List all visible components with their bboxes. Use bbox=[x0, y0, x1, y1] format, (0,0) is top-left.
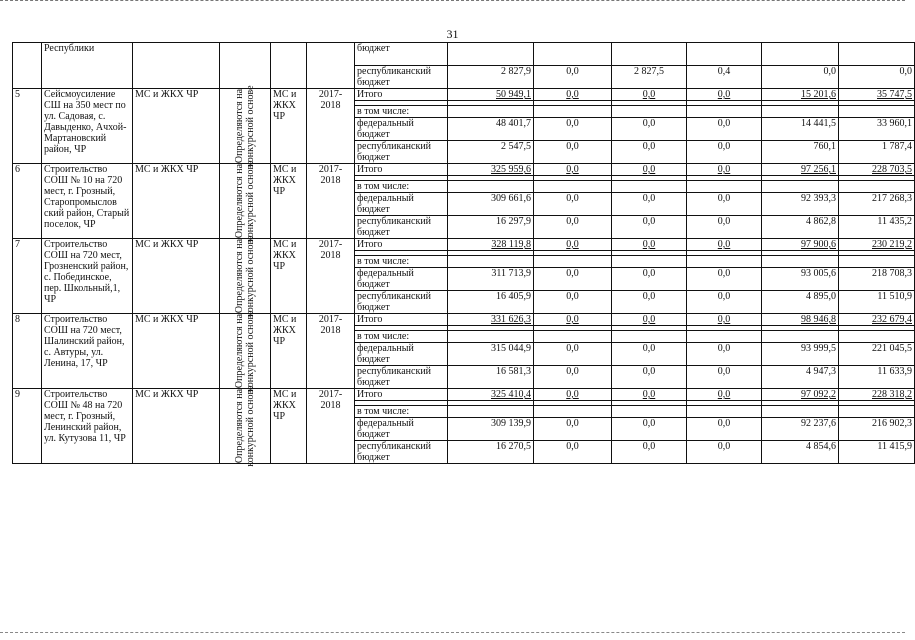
empty-cell bbox=[839, 331, 915, 343]
itogo-value-2: 0,0 bbox=[534, 89, 612, 101]
empty-cell bbox=[612, 256, 687, 268]
including-label: в том числе: bbox=[355, 406, 448, 418]
federal-value-6: 216 902,3 bbox=[839, 418, 915, 441]
republic-value-1: 16 297,9 bbox=[448, 216, 534, 239]
itogo-value-6: 228 703,5 bbox=[839, 164, 915, 176]
itogo-value-3: 0,0 bbox=[612, 164, 687, 176]
itogo-value-2: 0,0 bbox=[534, 239, 612, 251]
republic-value-6: 11 633,9 bbox=[839, 366, 915, 389]
empty-cell bbox=[687, 256, 762, 268]
federal-value-3: 0,0 bbox=[612, 193, 687, 216]
republic-value-5: 4 895,0 bbox=[762, 291, 839, 314]
budget-value-3 bbox=[612, 43, 687, 66]
row-number-cell: 6 bbox=[13, 164, 42, 239]
republic-value-6: 1 787,4 bbox=[839, 141, 915, 164]
republic-label: республиканский бюджет bbox=[355, 141, 448, 164]
table-row bbox=[13, 43, 915, 66]
empty-cell bbox=[448, 106, 534, 118]
federal-value-4: 0,0 bbox=[687, 268, 762, 291]
empty-cell bbox=[612, 331, 687, 343]
republic-value-6: 11 435,2 bbox=[839, 216, 915, 239]
republic-value-1: 2 827,9 bbox=[448, 66, 534, 89]
republic-value-2: 0,0 bbox=[534, 141, 612, 164]
empty-cell bbox=[307, 43, 355, 89]
empty-cell bbox=[839, 256, 915, 268]
federal-value-5: 14 441,5 bbox=[762, 118, 839, 141]
republic-value-5: 760,1 bbox=[762, 141, 839, 164]
republic-value-2: 0,0 bbox=[534, 66, 612, 89]
itogo-value-4: 0,0 bbox=[687, 164, 762, 176]
period-cell: 2017-2018 bbox=[307, 89, 355, 164]
federal-value-1: 309 139,9 bbox=[448, 418, 534, 441]
itogo-label: Итого bbox=[355, 164, 448, 176]
object-name-cell: Строительство СОШ на 720 мест, Грозненский район, с. Побединское, пер. Школьный,1, ЧР bbox=[42, 239, 133, 314]
federal-value-5: 93 999,5 bbox=[762, 343, 839, 366]
empty-cell bbox=[448, 256, 534, 268]
empty-cell bbox=[271, 43, 307, 89]
republic-value-3: 0,0 bbox=[612, 366, 687, 389]
empty-cell bbox=[534, 256, 612, 268]
table-row bbox=[13, 164, 915, 176]
empty-cell bbox=[762, 106, 839, 118]
itogo-value-2: 0,0 bbox=[534, 164, 612, 176]
federal-value-1: 315 044,9 bbox=[448, 343, 534, 366]
itogo-value-5: 15 201,6 bbox=[762, 89, 839, 101]
empty-cell bbox=[839, 106, 915, 118]
table-row bbox=[13, 239, 915, 251]
period-cell: 2017-2018 bbox=[307, 389, 355, 464]
republic-value-3: 0,0 bbox=[612, 216, 687, 239]
federal-value-1: 311 713,9 bbox=[448, 268, 534, 291]
budget-table bbox=[12, 42, 915, 467]
period-cell: 2017-2018 bbox=[307, 239, 355, 314]
itogo-value-3: 0,0 bbox=[612, 314, 687, 326]
itogo-value-1: 50 949,1 bbox=[448, 89, 534, 101]
contractor-cell bbox=[220, 385, 271, 467]
republic-value-5: 4 862,8 bbox=[762, 216, 839, 239]
empty-cell bbox=[612, 106, 687, 118]
itogo-value-3: 0,0 bbox=[612, 89, 687, 101]
customer-cell: МС и ЖКХ ЧР bbox=[133, 89, 220, 164]
itogo-label: Итого bbox=[355, 89, 448, 101]
row-number-cell: 8 bbox=[13, 314, 42, 389]
itogo-label: Итого bbox=[355, 314, 448, 326]
budget-value-2 bbox=[534, 43, 612, 66]
period-cell: 2017-2018 bbox=[307, 164, 355, 239]
itogo-value-4: 0,0 bbox=[687, 239, 762, 251]
itogo-value-5: 98 946,8 bbox=[762, 314, 839, 326]
federal-value-2: 0,0 bbox=[534, 193, 612, 216]
contractor-cell bbox=[220, 235, 271, 317]
republic-value-3: 0,0 bbox=[612, 141, 687, 164]
object-name-cell: Республики bbox=[42, 43, 133, 89]
republic-label: республиканский бюджет bbox=[355, 216, 448, 239]
customer-cell: МС и ЖКХ ЧР bbox=[133, 164, 220, 239]
period-cell: 2017-2018 bbox=[307, 314, 355, 389]
empty-cell bbox=[839, 406, 915, 418]
including-label: в том числе: bbox=[355, 331, 448, 343]
recipient-cell: МС и ЖКХ ЧР bbox=[271, 239, 307, 314]
table-row bbox=[13, 89, 915, 101]
object-name-cell: Сейсмоусиление СШ на 350 мест по ул. Садовая, с. Давыденко, Ачхой-Мартановский район, ЧР bbox=[42, 89, 133, 164]
empty-cell bbox=[687, 406, 762, 418]
empty-cell bbox=[762, 181, 839, 193]
budget-value-4 bbox=[687, 43, 762, 66]
republic-value-4: 0,0 bbox=[687, 441, 762, 464]
republic-value-1: 16 405,9 bbox=[448, 291, 534, 314]
republic-value-5: 4 947,3 bbox=[762, 366, 839, 389]
federal-value-2: 0,0 bbox=[534, 418, 612, 441]
federal-value-2: 0,0 bbox=[534, 343, 612, 366]
including-label: в том числе: bbox=[355, 106, 448, 118]
empty-cell bbox=[220, 43, 271, 89]
contractor-text: Определяются на конкурсной основе bbox=[234, 235, 256, 317]
republic-value-5: 4 854,6 bbox=[762, 441, 839, 464]
source-label: бюджет bbox=[355, 43, 448, 66]
republic-value-2: 0,0 bbox=[534, 291, 612, 314]
republic-value-4: 0,0 bbox=[687, 216, 762, 239]
empty-cell bbox=[448, 181, 534, 193]
republic-label: республиканский бюджет bbox=[355, 291, 448, 314]
empty-cell bbox=[612, 406, 687, 418]
scan-edge-bottom bbox=[0, 632, 905, 636]
federal-value-3: 0,0 bbox=[612, 118, 687, 141]
recipient-cell: МС и ЖКХ ЧР bbox=[271, 314, 307, 389]
federal-value-6: 33 960,1 bbox=[839, 118, 915, 141]
itogo-value-6: 230 219,2 bbox=[839, 239, 915, 251]
republic-value-4: 0,0 bbox=[687, 366, 762, 389]
itogo-label: Итого bbox=[355, 389, 448, 401]
contractor-cell bbox=[220, 310, 271, 392]
republic-value-4: 0,4 bbox=[687, 66, 762, 89]
federal-value-1: 309 661,6 bbox=[448, 193, 534, 216]
federal-value-5: 92 237,6 bbox=[762, 418, 839, 441]
empty-cell bbox=[612, 181, 687, 193]
federal-value-5: 93 005,6 bbox=[762, 268, 839, 291]
federal-value-4: 0,0 bbox=[687, 118, 762, 141]
row-number-cell: 9 bbox=[13, 389, 42, 464]
customer-cell: МС и ЖКХ ЧР bbox=[133, 389, 220, 464]
republic-value-1: 2 547,5 bbox=[448, 141, 534, 164]
republic-value-6: 11 415,9 bbox=[839, 441, 915, 464]
empty-cell bbox=[762, 331, 839, 343]
customer-cell: МС и ЖКХ ЧР bbox=[133, 314, 220, 389]
itogo-value-4: 0,0 bbox=[687, 389, 762, 401]
empty-cell bbox=[534, 331, 612, 343]
recipient-cell: МС и ЖКХ ЧР bbox=[271, 389, 307, 464]
federal-value-3: 0,0 bbox=[612, 268, 687, 291]
itogo-value-5: 97 900,6 bbox=[762, 239, 839, 251]
empty-cell bbox=[687, 106, 762, 118]
empty-cell bbox=[687, 181, 762, 193]
object-name-cell: Строительство СОШ № 48 на 720 мест, г. Грозный, Ленинский район, ул. Кутузова 11, ЧР bbox=[42, 389, 133, 464]
federal-value-1: 48 401,7 bbox=[448, 118, 534, 141]
contractor-text: Определяются на конкурсной основе bbox=[234, 85, 256, 167]
itogo-value-1: 325 410,4 bbox=[448, 389, 534, 401]
including-label: в том числе: bbox=[355, 256, 448, 268]
row-number-cell: 5 bbox=[13, 89, 42, 164]
federal-label: федеральный бюджет bbox=[355, 268, 448, 291]
object-name-cell: Строительство СОШ № 10 на 720 мест, г. Грозный, Старопромыслов ский район, Старый поселок, ЧР bbox=[42, 164, 133, 239]
empty-cell bbox=[762, 406, 839, 418]
republic-value-5: 0,0 bbox=[762, 66, 839, 89]
itogo-value-3: 0,0 bbox=[612, 389, 687, 401]
recipient-cell: МС и ЖКХ ЧР bbox=[271, 89, 307, 164]
recipient-cell: МС и ЖКХ ЧР bbox=[271, 164, 307, 239]
budget-value-1 bbox=[448, 43, 534, 66]
itogo-value-3: 0,0 bbox=[612, 239, 687, 251]
object-name-cell: Строительство СОШ на 720 мест, Шалинский район, с. Автуры, ул. Ленина, 17, ЧР bbox=[42, 314, 133, 389]
federal-value-5: 92 393,3 bbox=[762, 193, 839, 216]
federal-value-3: 0,0 bbox=[612, 418, 687, 441]
federal-value-4: 0,0 bbox=[687, 418, 762, 441]
itogo-value-6: 228 318,2 bbox=[839, 389, 915, 401]
federal-value-2: 0,0 bbox=[534, 268, 612, 291]
republic-value-6: 0,0 bbox=[839, 66, 915, 89]
itogo-value-4: 0,0 bbox=[687, 89, 762, 101]
empty-cell bbox=[448, 406, 534, 418]
row-number-cell: 7 bbox=[13, 239, 42, 314]
customer-cell: МС и ЖКХ ЧР bbox=[133, 239, 220, 314]
republic-value-6: 11 510,9 bbox=[839, 291, 915, 314]
budget-value-6 bbox=[839, 43, 915, 66]
table-row bbox=[13, 389, 915, 401]
itogo-value-2: 0,0 bbox=[534, 314, 612, 326]
federal-label: федеральный бюджет bbox=[355, 118, 448, 141]
federal-value-4: 0,0 bbox=[687, 193, 762, 216]
federal-label: федеральный бюджет bbox=[355, 193, 448, 216]
republic-value-1: 16 581,3 bbox=[448, 366, 534, 389]
republic-value-4: 0,0 bbox=[687, 141, 762, 164]
itogo-value-5: 97 092,2 bbox=[762, 389, 839, 401]
republic-value-2: 0,0 bbox=[534, 441, 612, 464]
itogo-value-1: 331 626,3 bbox=[448, 314, 534, 326]
federal-label: федеральный бюджет bbox=[355, 343, 448, 366]
empty-cell bbox=[448, 331, 534, 343]
empty-cell bbox=[133, 43, 220, 89]
federal-value-3: 0,0 bbox=[612, 343, 687, 366]
itogo-value-5: 97 256,1 bbox=[762, 164, 839, 176]
empty-cell bbox=[687, 331, 762, 343]
empty-cell bbox=[839, 181, 915, 193]
federal-value-6: 218 708,3 bbox=[839, 268, 915, 291]
federal-value-4: 0,0 bbox=[687, 343, 762, 366]
republic-label: республиканский бюджет bbox=[355, 441, 448, 464]
republic-value-4: 0,0 bbox=[687, 291, 762, 314]
itogo-label: Итого bbox=[355, 239, 448, 251]
including-label: в том числе: bbox=[355, 181, 448, 193]
empty-cell bbox=[534, 106, 612, 118]
itogo-value-4: 0,0 bbox=[687, 314, 762, 326]
contractor-cell bbox=[220, 160, 271, 242]
itogo-value-2: 0,0 bbox=[534, 389, 612, 401]
republic-value-2: 0,0 bbox=[534, 366, 612, 389]
source-label: республиканский бюджет bbox=[355, 66, 448, 89]
empty-cell bbox=[762, 256, 839, 268]
empty-cell bbox=[534, 406, 612, 418]
federal-value-6: 217 268,3 bbox=[839, 193, 915, 216]
itogo-value-1: 325 959,6 bbox=[448, 164, 534, 176]
contractor-text: Определяются на конкурсной основе bbox=[234, 310, 256, 392]
budget-value-5 bbox=[762, 43, 839, 66]
scan-edge-top bbox=[0, 0, 905, 4]
itogo-value-6: 35 747,5 bbox=[839, 89, 915, 101]
republic-value-3: 0,0 bbox=[612, 441, 687, 464]
page-number: 31 bbox=[446, 27, 459, 41]
empty-cell bbox=[534, 181, 612, 193]
republic-value-2: 0,0 bbox=[534, 216, 612, 239]
republic-value-3: 0,0 bbox=[612, 291, 687, 314]
contractor-text: Определяются на конкурсной основе bbox=[234, 160, 256, 242]
federal-label: федеральный бюджет bbox=[355, 418, 448, 441]
federal-value-2: 0,0 bbox=[534, 118, 612, 141]
republic-label: республиканский бюджет bbox=[355, 366, 448, 389]
itogo-value-1: 328 119,8 bbox=[448, 239, 534, 251]
republic-value-3: 2 827,5 bbox=[612, 66, 687, 89]
row-number-cell bbox=[13, 43, 42, 89]
republic-value-1: 16 270,5 bbox=[448, 441, 534, 464]
table-row bbox=[13, 314, 915, 326]
contractor-text: Определяются на конкурсной основе bbox=[234, 385, 256, 467]
itogo-value-6: 232 679,4 bbox=[839, 314, 915, 326]
contractor-cell bbox=[220, 85, 271, 167]
federal-value-6: 221 045,5 bbox=[839, 343, 915, 366]
